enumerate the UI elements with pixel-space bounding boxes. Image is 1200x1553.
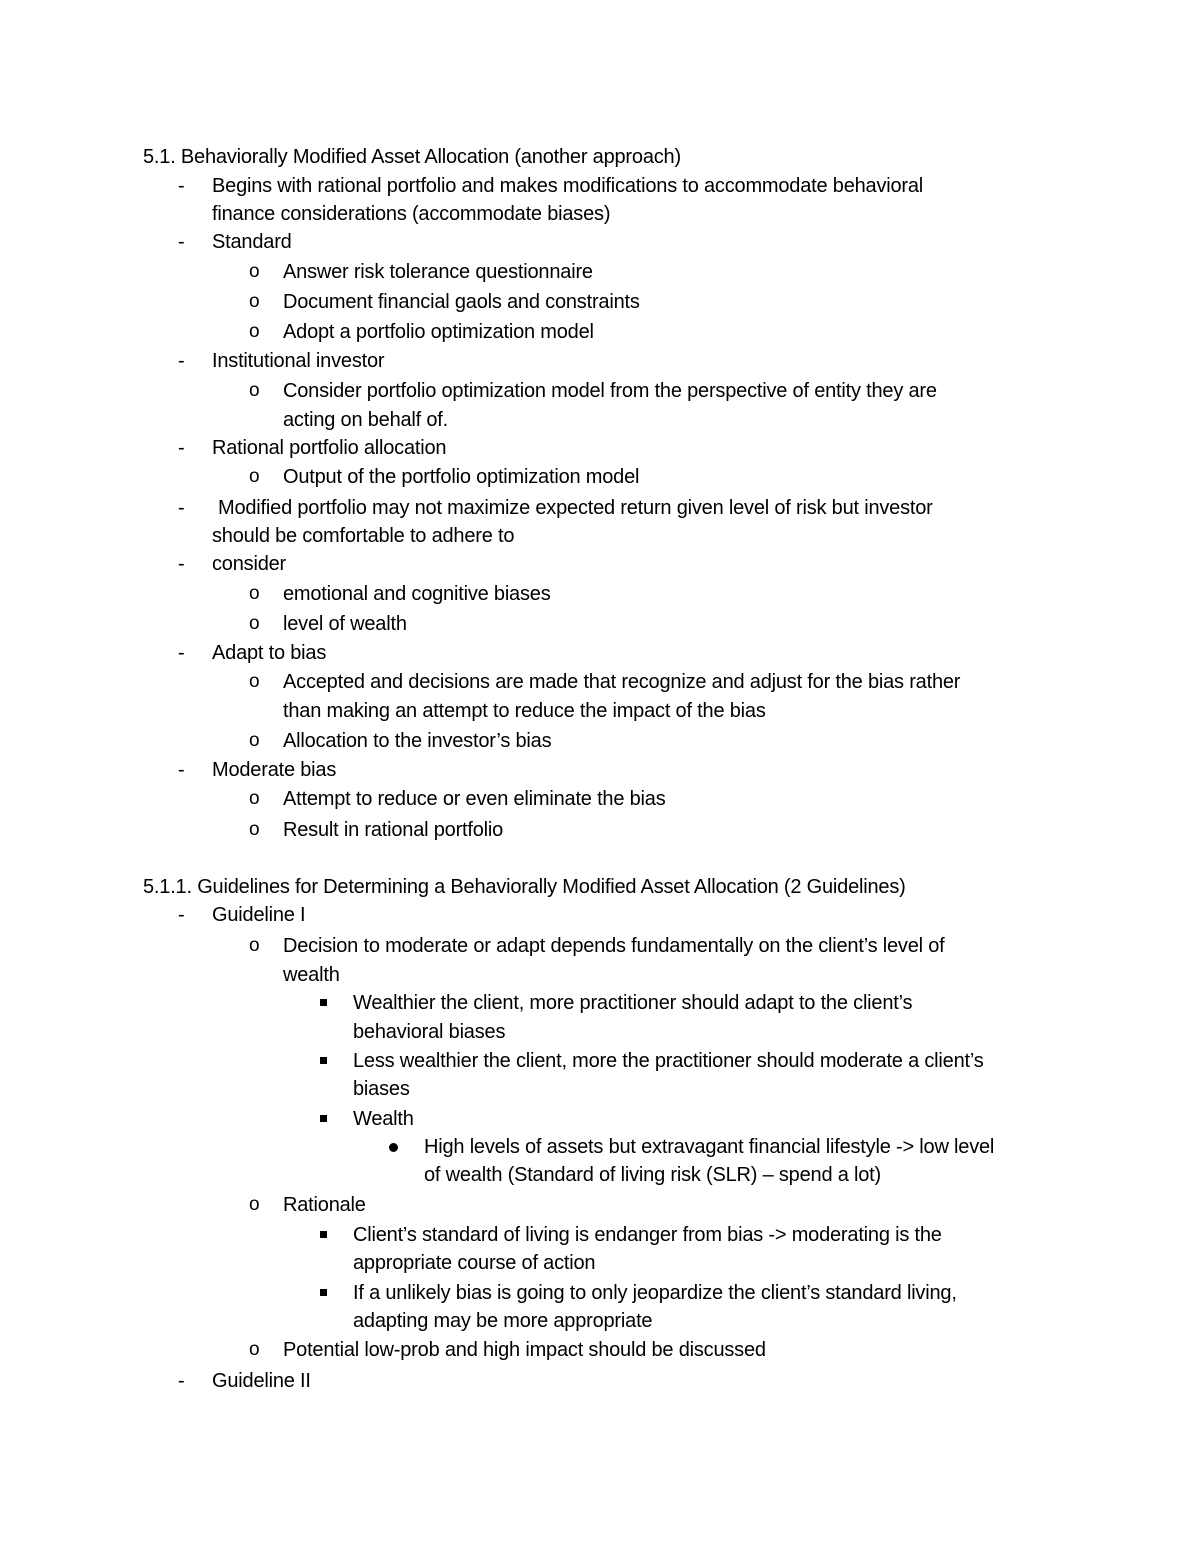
list-item-continuation: finance considerations (accommodate biases) [212,203,611,225]
list-item: Begins with rational portfolio and makes modifications to accommodate behavioral [212,175,924,197]
round-bullet-icon [389,1143,398,1152]
sub-list-item: Document financial gaols and constraints [283,291,640,313]
list-item: Modified portfolio may not maximize expected return given level of risk but investor [218,497,933,519]
list-item-guideline-1: Guideline I [212,904,306,926]
circle-bullet: o [249,1339,260,1360]
dash-bullet: - [178,1370,185,1392]
list-item: Standard [212,231,292,253]
list-item: Rational portfolio allocation [212,437,447,459]
dash-bullet: - [178,497,185,519]
dash-bullet: - [178,759,185,781]
circle-bullet: o [249,1194,260,1215]
sub-list-item: Accepted and decisions are made that recognize and adjust for the bias rather [283,671,961,693]
circle-bullet: o [249,671,260,692]
circle-bullet: o [249,583,260,604]
sub-list-item-continuation: than making an attempt to reduce the impact of the bias [283,700,766,722]
sub-list-item: Answer risk tolerance questionnaire [283,261,593,283]
list-item: Moderate bias [212,759,337,781]
list-item-guideline-2: Guideline II [212,1370,311,1392]
list-item: Adapt to bias [212,642,327,664]
sub-sub-list-item: Less wealthier the client, more the practitioner should moderate a client’s [353,1050,984,1072]
sub-list-item: Adopt a portfolio optimization model [283,321,594,343]
sub-sub-list-item: Wealth [353,1108,414,1130]
sub-list-item: Attempt to reduce or even eliminate the bias [283,788,666,810]
sub-sub-list-item: If a unlikely bias is going to only jeopardize the client’s standard living, [353,1282,957,1304]
list-item-continuation: should be comfortable to adhere to [212,525,515,547]
list-item: consider [212,553,286,575]
sub-list-item: level of wealth [283,613,407,635]
circle-bullet: o [249,321,260,342]
sub-list-item: Potential low-prob and high impact should be discussed [283,1339,766,1361]
sub-list-item: Consider portfolio optimization model from the perspective of entity they are [283,380,937,402]
sub-sub-list-item-continuation: biases [353,1078,410,1100]
dash-bullet: - [178,642,185,664]
sub-list-item-continuation: wealth [283,964,340,986]
dash-bullet: - [178,553,185,575]
dash-bullet: - [178,350,185,372]
detail-list-item-continuation: of wealth (Standard of living risk (SLR) – spend a lot) [424,1164,881,1186]
dash-bullet: - [178,904,185,926]
sub-sub-list-item-continuation: adapting may be more appropriate [353,1310,653,1332]
sub-sub-list-item: Wealthier the client, more practitioner should adapt to the client’s [353,992,913,1014]
sub-list-item: Result in rational portfolio [283,819,504,841]
square-bullet-icon [320,999,327,1006]
dash-bullet: - [178,175,185,197]
square-bullet-icon [320,1289,327,1296]
sub-list-item: Rationale [283,1194,366,1216]
list-item: Institutional investor [212,350,385,372]
sub-list-item: Output of the portfolio optimization model [283,466,640,488]
detail-list-item: High levels of assets but extravagant financial lifestyle -> low level [424,1136,995,1158]
circle-bullet: o [249,613,260,634]
circle-bullet: o [249,291,260,312]
sub-sub-list-item-continuation: appropriate course of action [353,1252,596,1274]
section-heading-5-1-1: 5.1.1. Guidelines for Determining a Behaviorally Modified Asset Allocation (2 Guidelines) [143,876,906,898]
circle-bullet: o [249,466,260,487]
square-bullet-icon [320,1231,327,1238]
sub-sub-list-item-continuation: behavioral biases [353,1021,506,1043]
sub-list-item-continuation: acting on behalf of. [283,409,449,431]
circle-bullet: o [249,730,260,751]
circle-bullet: o [249,819,260,840]
dash-bullet: - [178,437,185,459]
square-bullet-icon [320,1115,327,1122]
sub-list-item: emotional and cognitive biases [283,583,551,605]
circle-bullet: o [249,261,260,282]
circle-bullet: o [249,935,260,956]
square-bullet-icon [320,1057,327,1064]
sub-sub-list-item: Client’s standard of living is endanger from bias -> moderating is the [353,1224,942,1246]
circle-bullet: o [249,380,260,401]
dash-bullet: - [178,231,185,253]
sub-list-item: Decision to moderate or adapt depends fundamentally on the client’s level of [283,935,945,957]
circle-bullet: o [249,788,260,809]
sub-list-item: Allocation to the investor’s bias [283,730,552,752]
section-heading-5-1: 5.1. Behaviorally Modified Asset Allocation (another approach) [143,146,681,168]
